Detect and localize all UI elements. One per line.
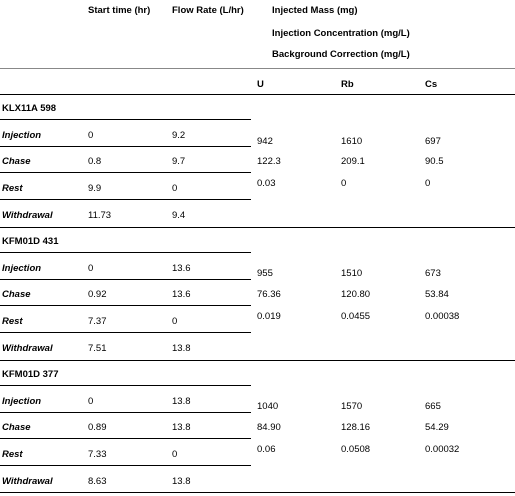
start-time-value: 7.33 (88, 449, 107, 460)
start-time-value: 7.37 (88, 316, 107, 327)
start-time-value: 0.89 (88, 422, 107, 433)
header-injection-concentration: Injection Concentration (mg/L) (272, 28, 410, 39)
injection-conc-cs: 53.84 (425, 289, 449, 300)
header-bottom-rule (0, 94, 515, 95)
injected-mass-cs: 665 (425, 401, 441, 412)
header-divider (0, 68, 515, 69)
header-injected-mass: Injected Mass (mg) (272, 5, 358, 16)
section-rule (0, 119, 251, 120)
background-u: 0.06 (257, 444, 276, 455)
section-title: KFM01D 377 (2, 369, 59, 380)
flow-rate-value: 13.8 (172, 476, 191, 487)
header-element-cs: Cs (425, 79, 438, 90)
row-rule (0, 438, 251, 439)
phase-label: Injection (2, 396, 42, 407)
header-element-rb: Rb (341, 79, 354, 90)
table-bottom-rule (0, 492, 515, 493)
flow-rate-value: 13.6 (172, 263, 191, 274)
phase-label: Withdrawal (2, 343, 53, 354)
row-rule (0, 172, 251, 173)
flow-rate-value: 9.2 (172, 130, 186, 141)
flow-rate-value: 0 (172, 183, 178, 194)
header-background-correction: Background Correction (mg/L) (272, 49, 410, 60)
section-divider (0, 227, 515, 228)
section-title: KLX11A 598 (2, 103, 57, 114)
injection-conc-rb: 209.1 (341, 156, 365, 167)
start-time-value: 11.73 (88, 210, 112, 221)
flow-rate-value: 13.6 (172, 289, 191, 300)
phase-label: Rest (2, 449, 23, 460)
start-time-value: 0 (88, 130, 94, 141)
phase-label: Rest (2, 183, 23, 194)
injection-conc-rb: 120.80 (341, 289, 371, 300)
row-rule (0, 412, 251, 413)
background-rb: 0 (341, 178, 347, 189)
background-u: 0.019 (257, 311, 281, 322)
flow-rate-value: 9.7 (172, 156, 186, 167)
start-time-value: 7.51 (88, 343, 107, 354)
background-rb: 0.0508 (341, 444, 371, 455)
flow-rate-value: 13.8 (172, 422, 191, 433)
start-time-value: 0 (88, 396, 94, 407)
row-rule (0, 332, 251, 333)
header-element-u: U (257, 79, 264, 90)
row-rule (0, 465, 251, 466)
row-rule (0, 199, 251, 200)
section-divider (0, 360, 515, 361)
phase-label: Rest (2, 316, 23, 327)
injected-mass-rb: 1570 (341, 401, 363, 412)
injection-conc-u: 76.36 (257, 289, 281, 300)
start-time-value: 8.63 (88, 476, 107, 487)
section-rule (0, 385, 251, 386)
phase-label: Injection (2, 263, 42, 274)
start-time-value: 9.9 (88, 183, 102, 194)
injection-conc-rb: 128.16 (341, 422, 371, 433)
background-cs: 0.00038 (425, 311, 460, 322)
row-rule (0, 279, 251, 280)
row-rule (0, 146, 251, 147)
flow-rate-value: 0 (172, 316, 178, 327)
section-title: KFM01D 431 (2, 236, 59, 247)
background-u: 0.03 (257, 178, 276, 189)
start-time-value: 0.8 (88, 156, 102, 167)
injection-conc-cs: 54.29 (425, 422, 449, 433)
background-cs: 0 (425, 178, 431, 189)
phase-label: Chase (2, 156, 31, 167)
phase-label: Injection (2, 130, 42, 141)
injection-conc-cs: 90.5 (425, 156, 444, 167)
section-rule (0, 252, 251, 253)
start-time-value: 0 (88, 263, 94, 274)
background-cs: 0.00032 (425, 444, 460, 455)
start-time-value: 0.92 (88, 289, 107, 300)
injected-mass-u: 942 (257, 136, 273, 147)
phase-label: Withdrawal (2, 210, 53, 221)
phase-label: Withdrawal (2, 476, 53, 487)
header-flow-rate: Flow Rate (L/hr) (172, 5, 244, 16)
header-start-time: Start time (hr) (88, 5, 151, 16)
phase-label: Chase (2, 422, 31, 433)
phase-label: Chase (2, 289, 31, 300)
flow-rate-value: 13.8 (172, 396, 191, 407)
flow-rate-value: 13.8 (172, 343, 191, 354)
background-rb: 0.0455 (341, 311, 371, 322)
row-rule (0, 305, 251, 306)
injected-mass-cs: 673 (425, 268, 441, 279)
injected-mass-rb: 1510 (341, 268, 363, 279)
flow-rate-value: 9.4 (172, 210, 186, 221)
injected-mass-u: 1040 (257, 401, 279, 412)
injected-mass-rb: 1610 (341, 136, 363, 147)
injection-conc-u: 122.3 (257, 156, 281, 167)
flow-rate-value: 0 (172, 449, 178, 460)
injected-mass-u: 955 (257, 268, 273, 279)
injected-mass-cs: 697 (425, 136, 441, 147)
injection-conc-u: 84.90 (257, 422, 281, 433)
